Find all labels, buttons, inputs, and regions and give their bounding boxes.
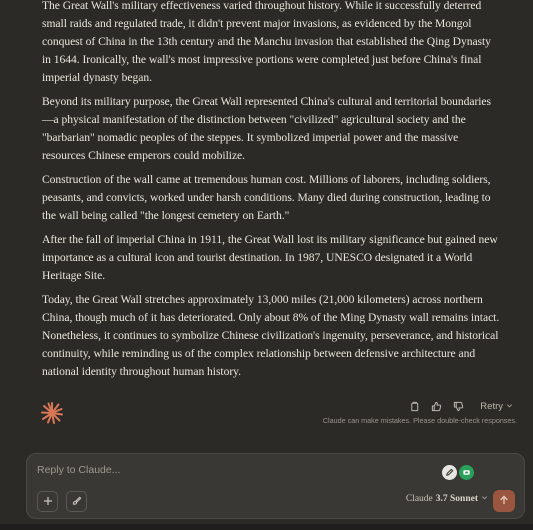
add-content-button[interactable] [37,491,58,512]
message-paragraph: Today, the Great Wall stretches approximately 13,000 miles (21,000 kilometers) across northern China, though much of it has deteriorated. Only about 8% of the Ming Dynasty wall remains intact. Nonetheless, it continues to symbolize Chinese civilization's ingenuity, perseverance, and historical continuity, while reminding us of the complex relationship between defensive architecture and national identity throughout human history. [42,293,500,378]
model-version: 3.7 Sonnet [435,494,478,504]
chevron-down-icon [506,401,513,412]
message-paragraph: The Great Wall's military effectiveness varied throughout history. While it successfully deterred small raids and regulated trade, it didn't prevent major invasions, as evidenced by the Mongol conquest of China in the 13th century and the Manchu invasion that established the Qing Dynasty in 1644. Ironically, the wall's most impressive portions were completed just before China's final imperial dynasty began. [42,0,491,84]
retry-label: Retry [480,400,503,412]
message-paragraph: Beyond its military purpose, the Great Wall represented China's cultural and territorial boundaries—a physical manifestation of the distinction between "civilized" agricultural society and the "barbarian" nomadic peoples of the steppes. It symbolized imperial power and the massive resources Chinese emperors could mobilize. [42,95,491,162]
window-bottom-edge [0,524,533,530]
message-paragraph: Construction of the wall came at tremendous human cost. Millions of laborers, including soldiers, peasants, and convicts, worked under harsh conditions. Many died during construction, leading to the wall being called "the longest cemetery on Earth." [42,173,491,222]
thumbs-up-icon[interactable] [428,398,444,414]
message-paragraph: After the fall of imperial China in 1911, the Great Wall lost its military significance but gained new importance as a cultural icon and tourist destination. In 1987, UNESCO designated it a World Heritage Site. [42,233,498,282]
tools-button[interactable] [66,491,87,512]
arrow-up-icon [499,492,509,510]
thumbs-down-icon[interactable] [450,398,466,414]
copy-icon[interactable] [406,398,422,414]
reply-input[interactable] [37,464,417,476]
retry-button[interactable] [480,401,513,412]
model-name: Claude [405,494,433,504]
model-selector[interactable] [406,494,488,504]
extension-icons [442,465,474,480]
assistant-message [42,0,500,387]
send-button[interactable] [493,490,515,512]
message-actions [406,398,513,414]
brush-icon [71,493,82,511]
claude-logo-icon [40,401,64,425]
pencil-extension-icon[interactable] [442,465,457,480]
disclaimer-text: Claude can make mistakes. Please double-check responses. [322,416,517,425]
grammar-extension-icon[interactable] [459,465,474,480]
chevron-down-icon [481,494,488,504]
composer [26,453,525,519]
plus-icon [43,493,53,511]
